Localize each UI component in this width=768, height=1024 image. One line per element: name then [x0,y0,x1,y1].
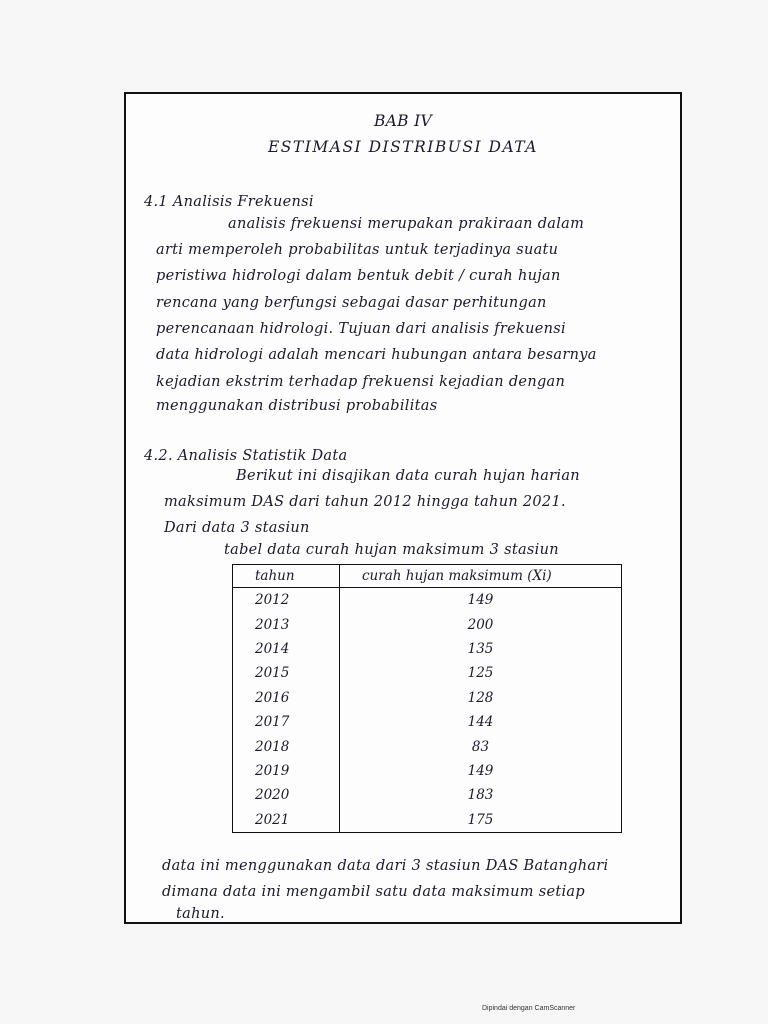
closing-line: data ini menggunakan data dari 3 stasiun DAS Batanghari [162,858,609,874]
header-rainfall: curah hujan maksimum (Xi) [340,565,622,588]
paragraph-line: data hidrologi adalah mencari hubungan antara besarnya [156,347,597,363]
paragraph-line: menggunakan distribusi probabilitas [156,398,438,414]
paragraph-line: analisis frekuensi merupakan prakiraan dalam [228,216,585,232]
rainfall-cell: 125 [340,661,622,685]
header-year: tahun [233,565,340,588]
scanner-watermark: Dipindai dengan CamScanner [482,1005,576,1012]
rainfall-cell: 149 [340,759,622,783]
rainfall-cell: 83 [340,734,622,758]
table-row [233,710,622,734]
year-cell: 2014 [233,637,340,661]
rainfall-cell: 175 [340,808,622,833]
year-cell: 2018 [233,734,340,758]
paragraph-line: kejadian ekstrim terhadap frekuensi kejadian dengan [156,374,566,390]
table-row [233,783,622,807]
table-row [233,759,622,783]
year-cell: 2013 [233,612,340,636]
year-cell: 2016 [233,686,340,710]
paragraph-line: arti memperoleh probabilitas untuk terjadinya suatu [156,242,559,258]
table-row [233,612,622,636]
rainfall-cell: 200 [340,612,622,636]
rainfall-table [232,564,622,833]
paragraph-line: peristiwa hidrologi dalam bentuk debit / curah hujan [156,268,561,284]
section-4-2-heading: 4.2. Analisis Statistik Data [144,448,348,464]
year-cell: 2019 [233,759,340,783]
table-row [233,686,622,710]
rainfall-cell: 183 [340,783,622,807]
year-cell: 2015 [233,661,340,685]
rainfall-cell: 128 [340,686,622,710]
rainfall-cell: 149 [340,588,622,613]
year-cell: 2017 [233,710,340,734]
paragraph-line: rencana yang berfungsi sebagai dasar perhitungan [156,295,547,311]
table-caption: tabel data curah hujan maksimum 3 stasiun [224,542,559,558]
paragraph-line: Dari data 3 stasiun [164,520,310,536]
year-cell: 2021 [233,808,340,833]
table-row [233,661,622,685]
year-cell: 2020 [233,783,340,807]
paragraph-line: perencanaan hidrologi. Tujuan dari analisis frekuensi [156,321,566,337]
paragraph-line: maksimum DAS dari tahun 2012 hingga tahun 2021. [164,494,566,510]
chapter-title: ESTIMASI DISTRIBUSI DATA [267,138,538,156]
rainfall-cell: 135 [340,637,622,661]
closing-line: tahun. [176,906,225,922]
chapter-number: BAB IV [373,112,433,130]
table-header-row [233,565,622,588]
rainfall-cell: 144 [340,710,622,734]
section-4-1-heading: 4.1 Analisis Frekuensi [144,194,314,210]
table-row [233,637,622,661]
paragraph-line: Berikut ini disajikan data curah hujan harian [236,468,580,484]
closing-line: dimana data ini mengambil satu data maksimum setiap [162,884,585,900]
year-cell: 2012 [233,588,340,613]
table-row [233,808,622,833]
handwritten-page [124,92,682,924]
table-row [233,734,622,758]
table-row [233,588,622,613]
